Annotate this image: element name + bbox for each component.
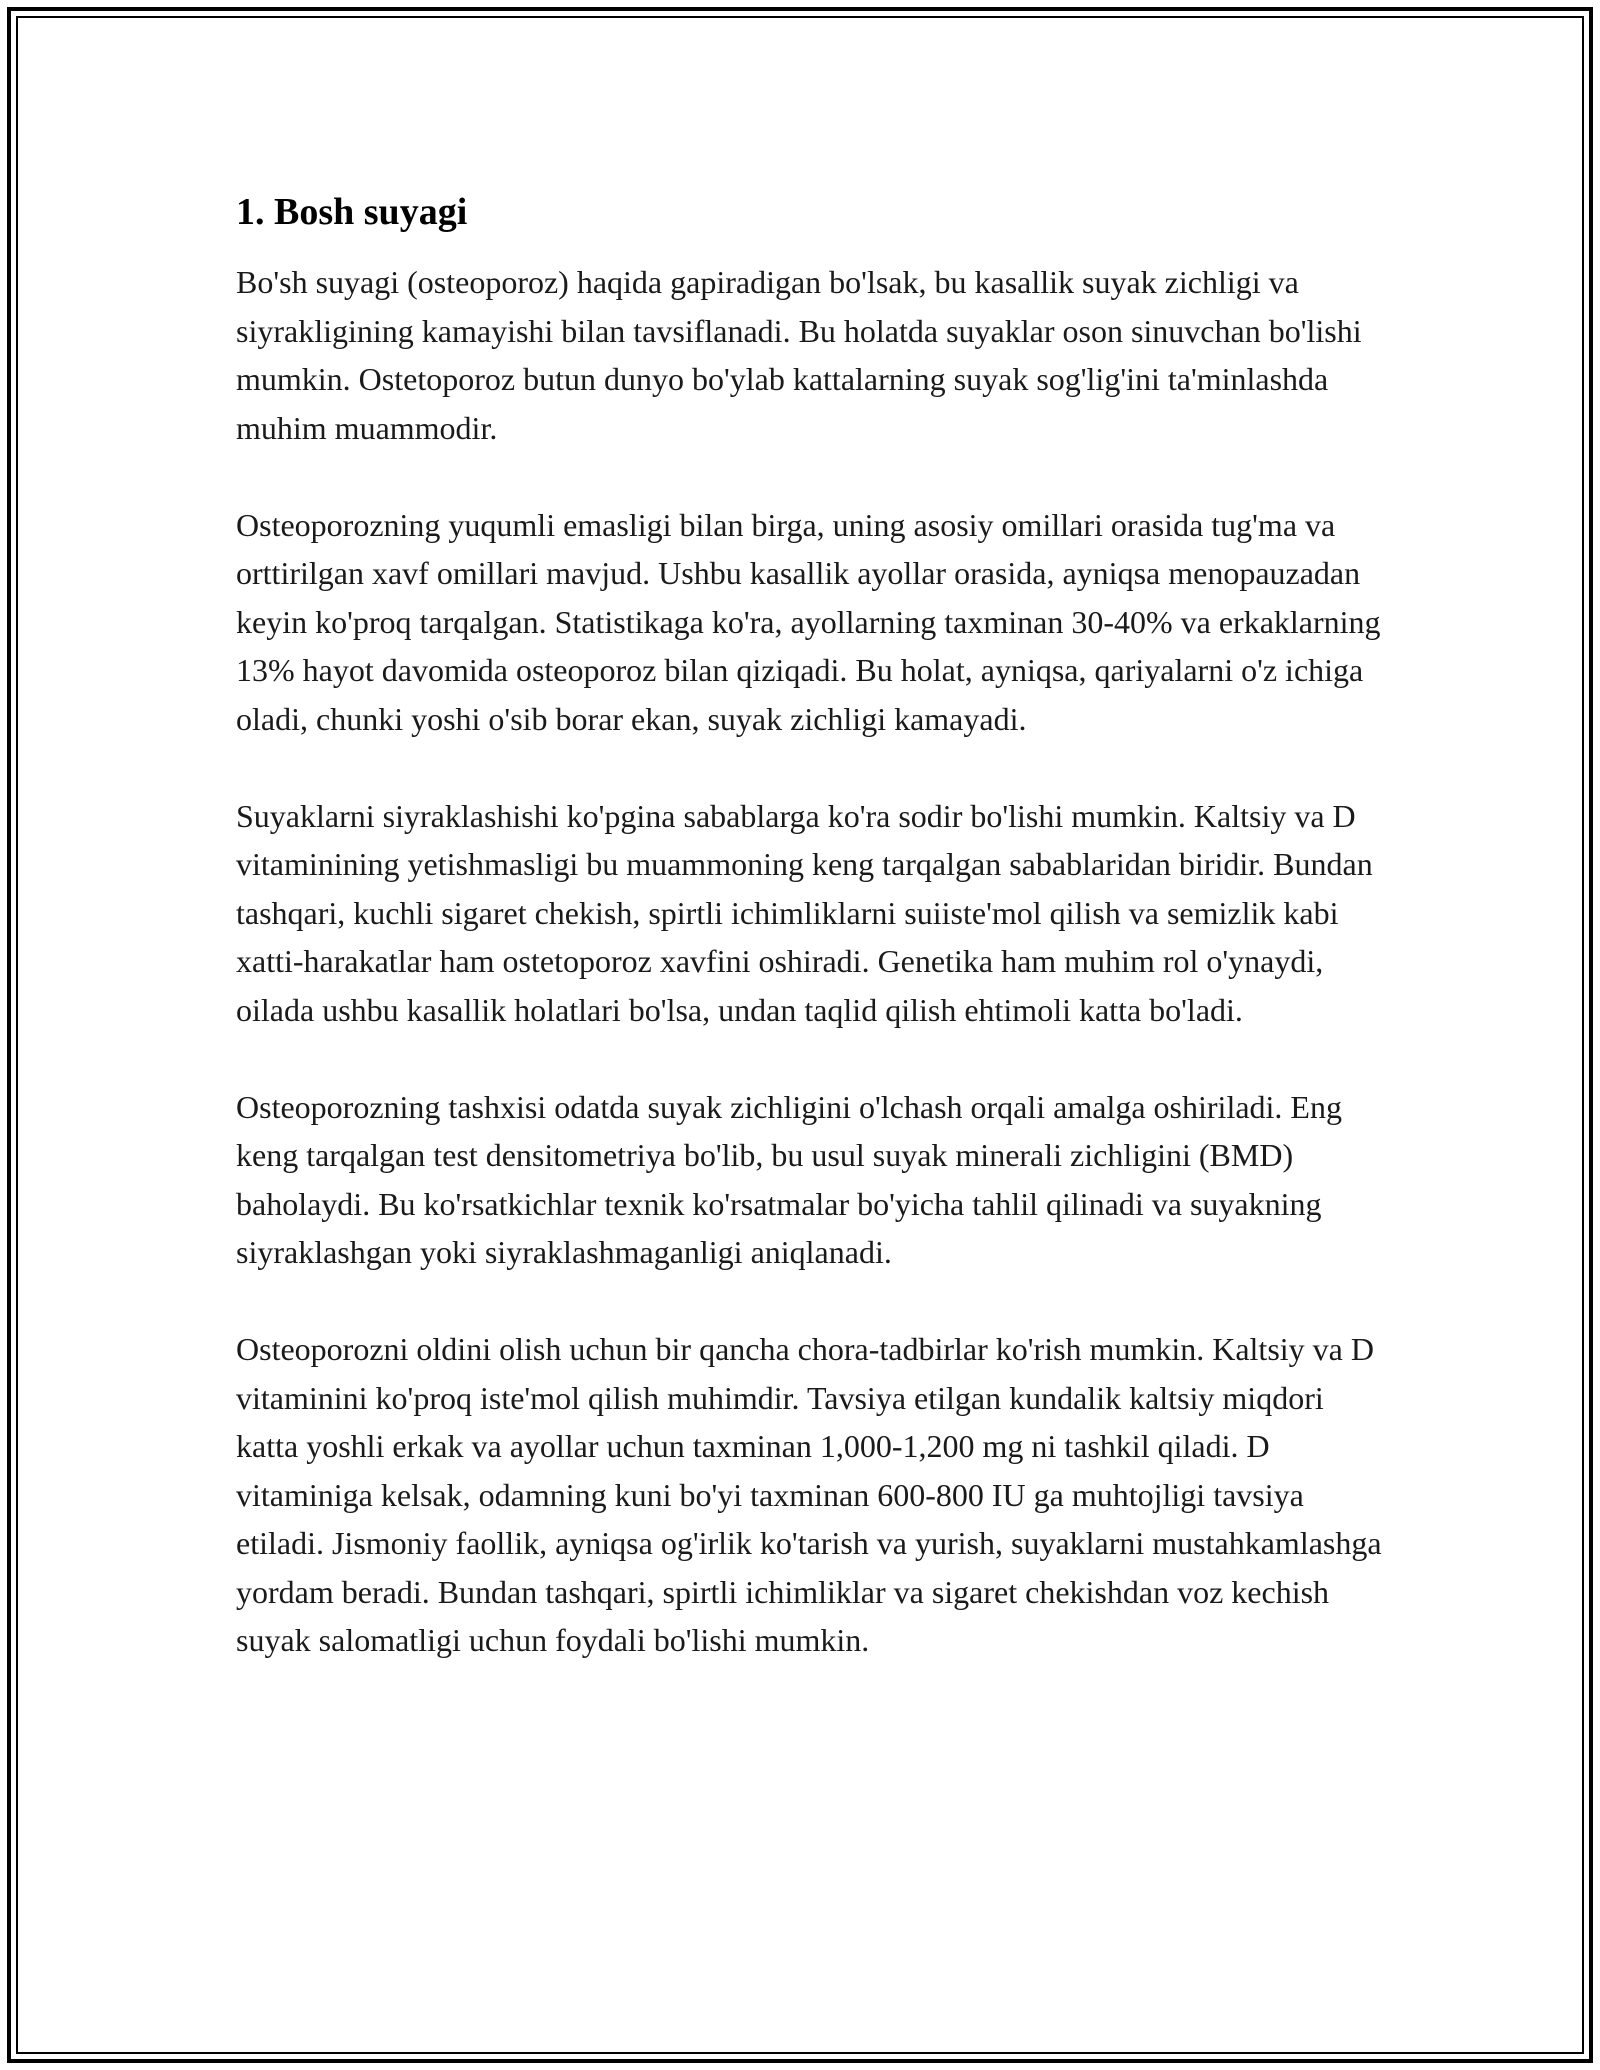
section-title: 1. Bosh suyagi: [236, 191, 468, 233]
paragraph-diagnosis: Osteoporozning tashxisi odatda suyak zichligini o'lchash orqali amalga oshiriladi. Eng keng tarqalgan test densitometriya bo'lib, bu usul suyak minerali zichligini (BMD) baholaydi. Bu ko'rsatkichlar texnik ko'rsatmalar bo'yicha tahlil qilinadi va suyakning siyraklashgan yoki siyraklashmaganligi aniqlanadi.: [236, 1088, 1342, 1270]
paragraph-definition: Bo'sh suyagi (osteoporoz) haqida gapiradigan bo'lsak, bu kasallik suyak zichligi va siyrakligining kamayishi bilan tavsiflanadi. Bu holatda suyaklar oson sinuvchan bo'lishi mumkin. Ostetoporoz butun dunyo bo'ylab kattalarning suyak sog'lig'ini ta'minlashda muhim muammodir.: [236, 264, 1362, 446]
paragraph-prevention: Osteoporozni oldini olish uchun bir qancha chora-tadbirlar ko'rish mumkin. Kaltsiy va D vitaminini ko'proq iste'mol qilish muhimdir. Tavsiya etilgan kundalik kaltsiy miqdori katta yoshli erkak va ayollar uchun taxminan 1,000-1,200 mg ni tashkil qiladi. D vitaminiga kelsak, odamning kuni bo'yi taxminan 600-800 IU ga muhtojligi tavsiya etiladi. Jismoniy faollik, ayniqsa og'irlik ko'tarish va yurish, suyaklarni mustahkamlashga yordam beradi. Bundan tashqari, spirtli ichimliklar va sigaret chekishdan voz kechish suyak salomatligi uchun foydali bo'lishi mumkin.: [236, 1331, 1382, 1658]
document-body: [236, 186, 1386, 1665]
paragraph-causes: Suyaklarni siyraklashishi ko'pgina sabablarga ko'ra sodir bo'lishi mumkin. Kaltsiy va D vitaminining yetishmasligi bu muammoning keng tarqalgan sabablaridan biridir. Bundan tashqari, kuchli sigaret chekish, spirtli ichimliklarni suiiste'mol qilish va semizlik kabi xatti-harakatlar ham ostetoporoz xavfini oshiradi. Genetika ham muhim rol o'ynaydi, oilada ushbu kasallik holatlari bo'lsa, undan taqlid qilish ehtimoli katta bo'ladi.: [236, 797, 1373, 1028]
paragraph-risk-factors: Osteoporozning yuqumli emasligi bilan birga, uning asosiy omillari orasida tug'ma va orttirilgan xavf omillari mavjud. Ushbu kasallik ayollar orasida, ayniqsa menopauzadan keyin ko'proq tarqalgan. Statistikaga ko'ra, ayollarning taxminan 30-40% va erkaklarning 13% hayot davomida osteoporoz bilan qiziqadi. Bu holat, ayniqsa, qariyalarni o'z ichiga oladi, chunki yoshi o'sib borar ekan, suyak zichligi kamayadi.: [236, 506, 1381, 737]
